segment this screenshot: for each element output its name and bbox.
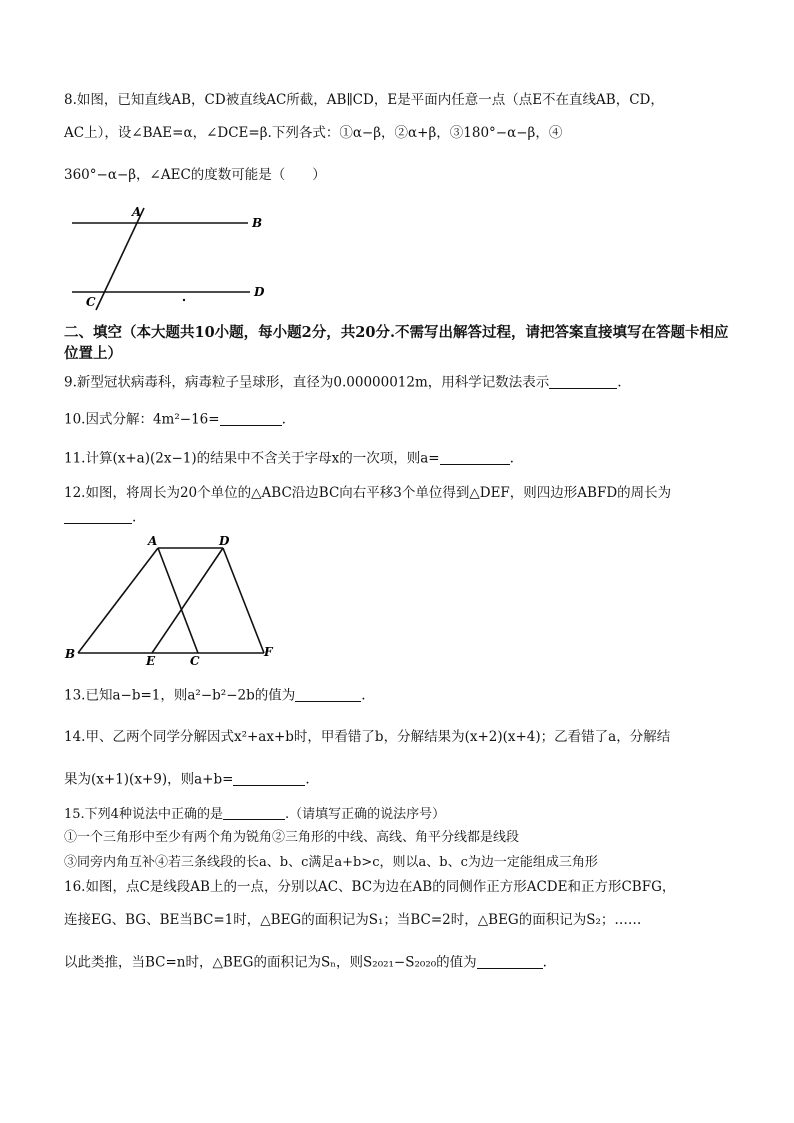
- q15-line1: [64, 806, 445, 823]
- q13: 13.已知a−b=1，则a²−b²−2b的值为 .: [64, 687, 366, 704]
- q16-line3-text: 以此类推，当BC=n时，△BEG的面积记为Sₙ，则S₂₀₂₁−S₂₀₂₀的值为: [64, 954, 477, 971]
- q14-line2-text: 果为(x+1)(x+9)，则a+b=: [64, 771, 234, 788]
- section2-heading: 二、填空（本大题共10小题，每小题2分，共20分.不需写出解答过程，请把答案直接填写在答题卡相应位置上）: [64, 324, 729, 363]
- q8-label-d: D: [254, 285, 265, 299]
- q10-answer-blank[interactable]: [220, 411, 282, 426]
- q8-figure: [60, 196, 290, 316]
- q9: 9.新型冠状病毒科，病毒粒子呈球形，直径为0.00000012m，用科学记数法表示 .: [64, 374, 622, 391]
- q12-segment-ab: [78, 548, 158, 653]
- q12-label-b: B: [65, 647, 76, 661]
- q14-line1: 14.甲、乙两个同学分解因式x²+ax+b时，甲看错了b，分解结果为(x+2)(x+4)；乙看错了a，分解结: [64, 729, 671, 745]
- q12-segment-ac: [158, 548, 198, 653]
- q8-label-a: A: [132, 205, 142, 219]
- q12-label-e: E: [146, 654, 156, 668]
- q8-label-b: B: [252, 216, 263, 230]
- q16-answer-blank[interactable]: [477, 954, 543, 969]
- q10-text: 10.因式分解：4m²−16=: [64, 411, 220, 428]
- q12-line1: 12.如图，将周长为20个单位的△ABC沿边BC向右平移3个单位得到△DEF，则四边形ABFD的周长为: [64, 485, 672, 501]
- q12-label-d: D: [219, 534, 230, 548]
- q8-point-e: [183, 299, 185, 301]
- q16-line2: 连接EG、BG、BE当BC=1时，△BEG的面积记为S₁；当BC=2时，△BEG的面积记为S₂；……: [64, 912, 642, 928]
- q12-label-f: F: [264, 645, 273, 659]
- q12-segment-de: [152, 548, 223, 653]
- q16-line3: 以此类推，当BC=n时，△BEG的面积记为Sₙ，则S₂₀₂₁−S₂₀₂₀的值为 .: [64, 954, 547, 971]
- q15-answer-blank[interactable]: [223, 806, 285, 820]
- q12-label-a: A: [148, 534, 158, 548]
- q8-line3: 360°−α−β，∠AEC的度数可能是（ ）: [64, 167, 326, 183]
- q9-text: 9.新型冠状病毒科，病毒粒子呈球形，直径为0.00000012m，用科学记数法表示: [64, 374, 550, 391]
- q15-line2: ①一个三角形中至少有两个角为锐角②三角形的中线、高线、角平分线都是线段: [64, 830, 520, 845]
- q8-line2: AC上），设∠BAE=α，∠DCE=β.下列各式：①α−β，②α+β，③180°−α−β，④: [64, 125, 563, 141]
- q16-line1: 16.如图，点C是线段AB上的一点，分别以AC、BC为边在AB的同侧作正方形ACDE和正方形CBFG，: [64, 879, 676, 895]
- q13-text: 13.已知a−b=1，则a²−b²−2b的值为: [64, 687, 296, 704]
- q8-label-c: C: [86, 295, 96, 309]
- q12-segment-df: [223, 548, 264, 653]
- q14-line2: 果为(x+1)(x+9)，则a+b= .: [64, 771, 310, 788]
- q11-text: 11.计算(x+a)(2x−1)的结果中不含关于字母x的一次项，则a=: [64, 450, 440, 467]
- q12-line2: .: [64, 509, 136, 526]
- q9-answer-blank[interactable]: [549, 374, 617, 389]
- q8-line1: 8.如图，已知直线AB，CD被直线AC所截，AB∥CD，E是平面内任意一点（点E不在直线AB，CD，: [64, 92, 664, 108]
- q11: 11.计算(x+a)(2x−1)的结果中不含关于字母x的一次项，则a= .: [64, 450, 514, 467]
- q12-answer-blank[interactable]: [64, 509, 132, 524]
- q14-answer-blank[interactable]: [233, 771, 305, 786]
- q15-line1a: 15.下列4种说法中正确的是: [64, 807, 223, 822]
- q11-answer-blank[interactable]: [440, 450, 510, 465]
- q10: 10.因式分解：4m²−16= .: [64, 411, 286, 428]
- q15-line1b: .（请填写正确的说法序号）: [284, 807, 446, 822]
- q12-figure: [60, 530, 280, 670]
- q15-line3: ③同旁内角互补④若三条线段的长a、b、c满足a+b>c，则以a、b、c为边一定能组成三角形: [64, 855, 598, 870]
- q12-label-c: C: [190, 654, 200, 668]
- q13-answer-blank[interactable]: [295, 687, 361, 702]
